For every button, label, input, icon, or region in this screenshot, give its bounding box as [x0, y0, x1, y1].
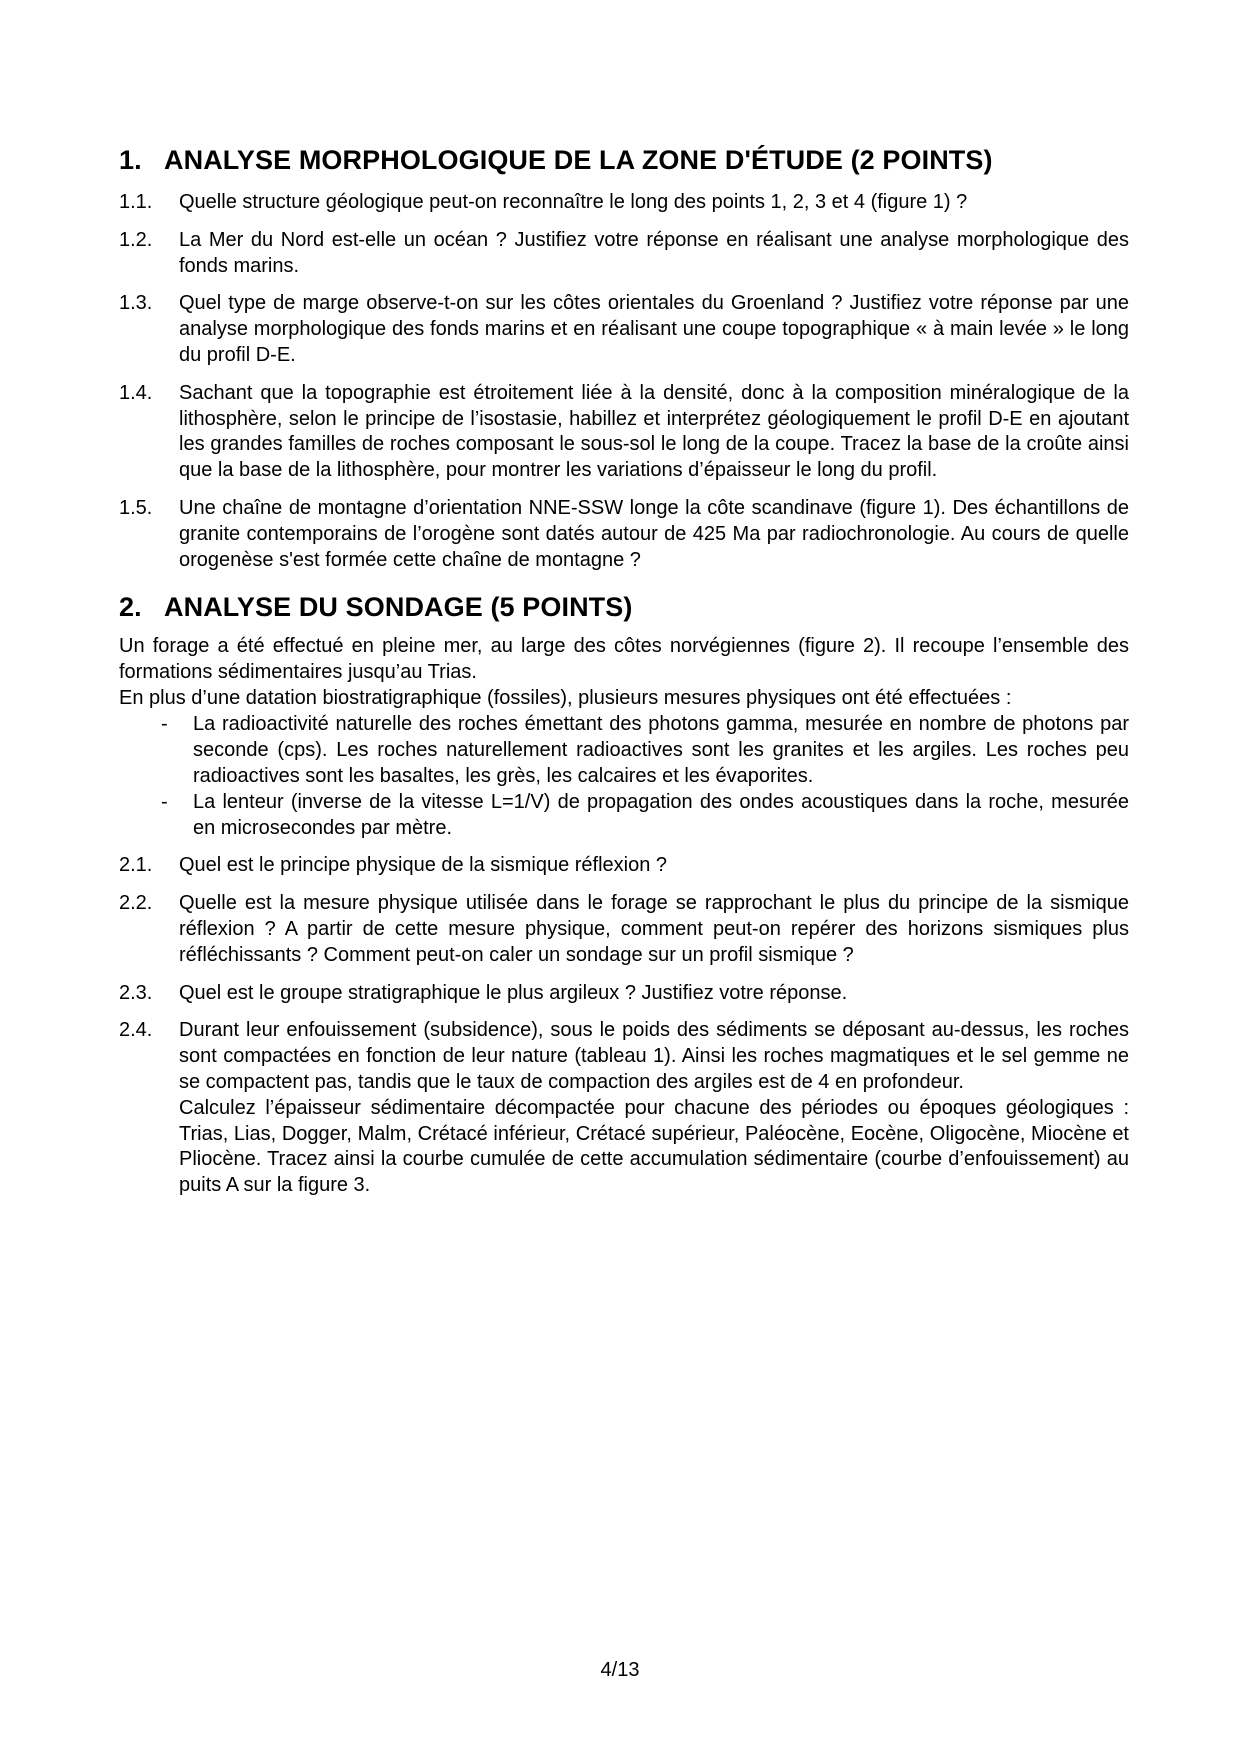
question-number: 2.1. [119, 854, 153, 877]
question-number: 2.4. [119, 1019, 153, 1042]
section-2-heading [119, 590, 1129, 624]
question-1-3 [119, 291, 1129, 368]
question-text: Quel est le groupe stratigraphique le plus argileux ? Justifiez votre réponse. [179, 981, 848, 1004]
section-1-title: ANALYSE MORPHOLOGIQUE DE LA ZONE D'ÉTUDE (2 POINTS) [164, 145, 993, 175]
question-1-5 [119, 496, 1129, 573]
question-number: 1.2. [119, 228, 153, 251]
question-1-2 [119, 228, 1129, 280]
question-text: Quel type de marge observe-t-on sur les côtes orientales du Groenland ? Justifiez votre réponse par une analyse morphologique des fonds marins et en réalisant une coupe topographique « à main levée » le long du profil D-E. [179, 292, 1129, 366]
question-text: La Mer du Nord est-elle un océan ? Justifiez votre réponse en réalisant une analyse morphologique des fonds marins. [179, 228, 1129, 277]
dash-bullet: - [161, 791, 168, 814]
question-number: 2.3. [119, 981, 153, 1004]
section-1-number: 1. [119, 145, 142, 175]
question-text: Quelle structure géologique peut-on reconnaître le long des points 1, 2, 3 et 4 (figure 1) ? [179, 191, 968, 213]
question-1-4 [119, 381, 1129, 484]
question-2-2 [119, 891, 1129, 968]
list-item [119, 711, 1129, 789]
list-item [119, 789, 1129, 841]
document-page [119, 143, 1129, 1211]
measurement-list [119, 711, 1129, 841]
question-number: 1.1. [119, 191, 153, 213]
intro-paragraph-1: Un forage a été effectué en pleine mer, au large des côtes norvégiennes (figure 2). Il recoupe l’ensemble des formations sédimentaires jusqu’au Trias. [119, 635, 1129, 684]
question-text: Durant leur enfouissement (subsidence), sous le poids des sédiments se déposant au-dessus, les roches sont compactées en fonction de leur nature (tableau 1). Ainsi les roches magmatiques et le sel gemme ne se compactent pas, tandis que le taux de compaction des argiles est de 4 en profondeur. [179, 1019, 1129, 1093]
question-text: Une chaîne de montagne d’orientation NNE-SSW longe la côte scandinave (figure 1). Des échantillons de granite contemporains de l’orogène sont datés autour de 425 Ma par radiochronologie. Au cours de quelle orogenèse s'est formée cette chaîne de montagne ? [179, 496, 1129, 571]
question-number: 2.2. [119, 892, 153, 915]
intro-paragraph-2: En plus d’une datation biostratigraphique (fossiles), plusieurs mesures physiques ont été effectuées : [119, 687, 1012, 710]
section-1-heading [119, 143, 1129, 177]
question-1-1 [119, 190, 1129, 216]
page-number: 4/13 [600, 1659, 640, 1681]
question-number: 1.4. [119, 381, 153, 404]
question-text: Sachant que la topographie est étroitement liée à la densité, donc à la composition minéralogique de la lithosphère, selon le principe de l’isostasie, habillez et interprétez géologiquement le profil D-E en ajoutant les grandes familles de roches composant le sous-sol le long de la coupe. Tracez la base de la croûte ainsi que la base de la lithosphère, pour montrer les variations d’épaisseur le long du profil. [179, 381, 1129, 482]
question-2-1 [119, 853, 1129, 879]
list-item-text: La lenteur (inverse de la vitesse L=1/V) de propagation des ondes acoustiques dans la roche, mesurée en microsecondes par mètre. [193, 791, 1129, 840]
section-2-number: 2. [119, 592, 142, 623]
list-item-text: La radioactivité naturelle des roches émettant des photons gamma, mesurée en nombre de photons par seconde (cps). Les roches naturellement radioactives sont les granites et les argiles. Les roches peu radioactives sont les basaltes, les grès, les calcaires et les évaporites. [193, 713, 1129, 788]
question-number: 1.5. [119, 496, 153, 519]
question-text: Quelle est la mesure physique utilisée dans le forage se rapprochant le plus du principe de la sismique réflexion ? A partir de cette mesure physique, comment peut-on repérer des horizons sismiques plus réfléchissants ? Comment peut-on caler un sondage sur un profil sismique ? [179, 892, 1129, 966]
question-text: Quel est le principe physique de la sismique réflexion ? [179, 854, 668, 877]
question-text-continued: Calculez l’épaisseur sédimentaire décompactée pour chacune des périodes ou époques géologiques : Trias, Lias, Dogger, Malm, Crétacé inférieur, Crétacé supérieur, Paléocène, Eocène, Oligocène, Miocène et Pliocène. Tracez ainsi la courbe cumulée de cette accumulation sédimentaire (courbe d’enfouissement) au puits A sur la figure 3. [179, 1096, 1129, 1197]
question-number: 1.3. [119, 292, 153, 315]
section-2-title: ANALYSE DU SONDAGE (5 POINTS) [164, 592, 633, 623]
dash-bullet: - [161, 713, 168, 736]
question-2-3 [119, 981, 1129, 1007]
question-2-4 [119, 1018, 1129, 1199]
